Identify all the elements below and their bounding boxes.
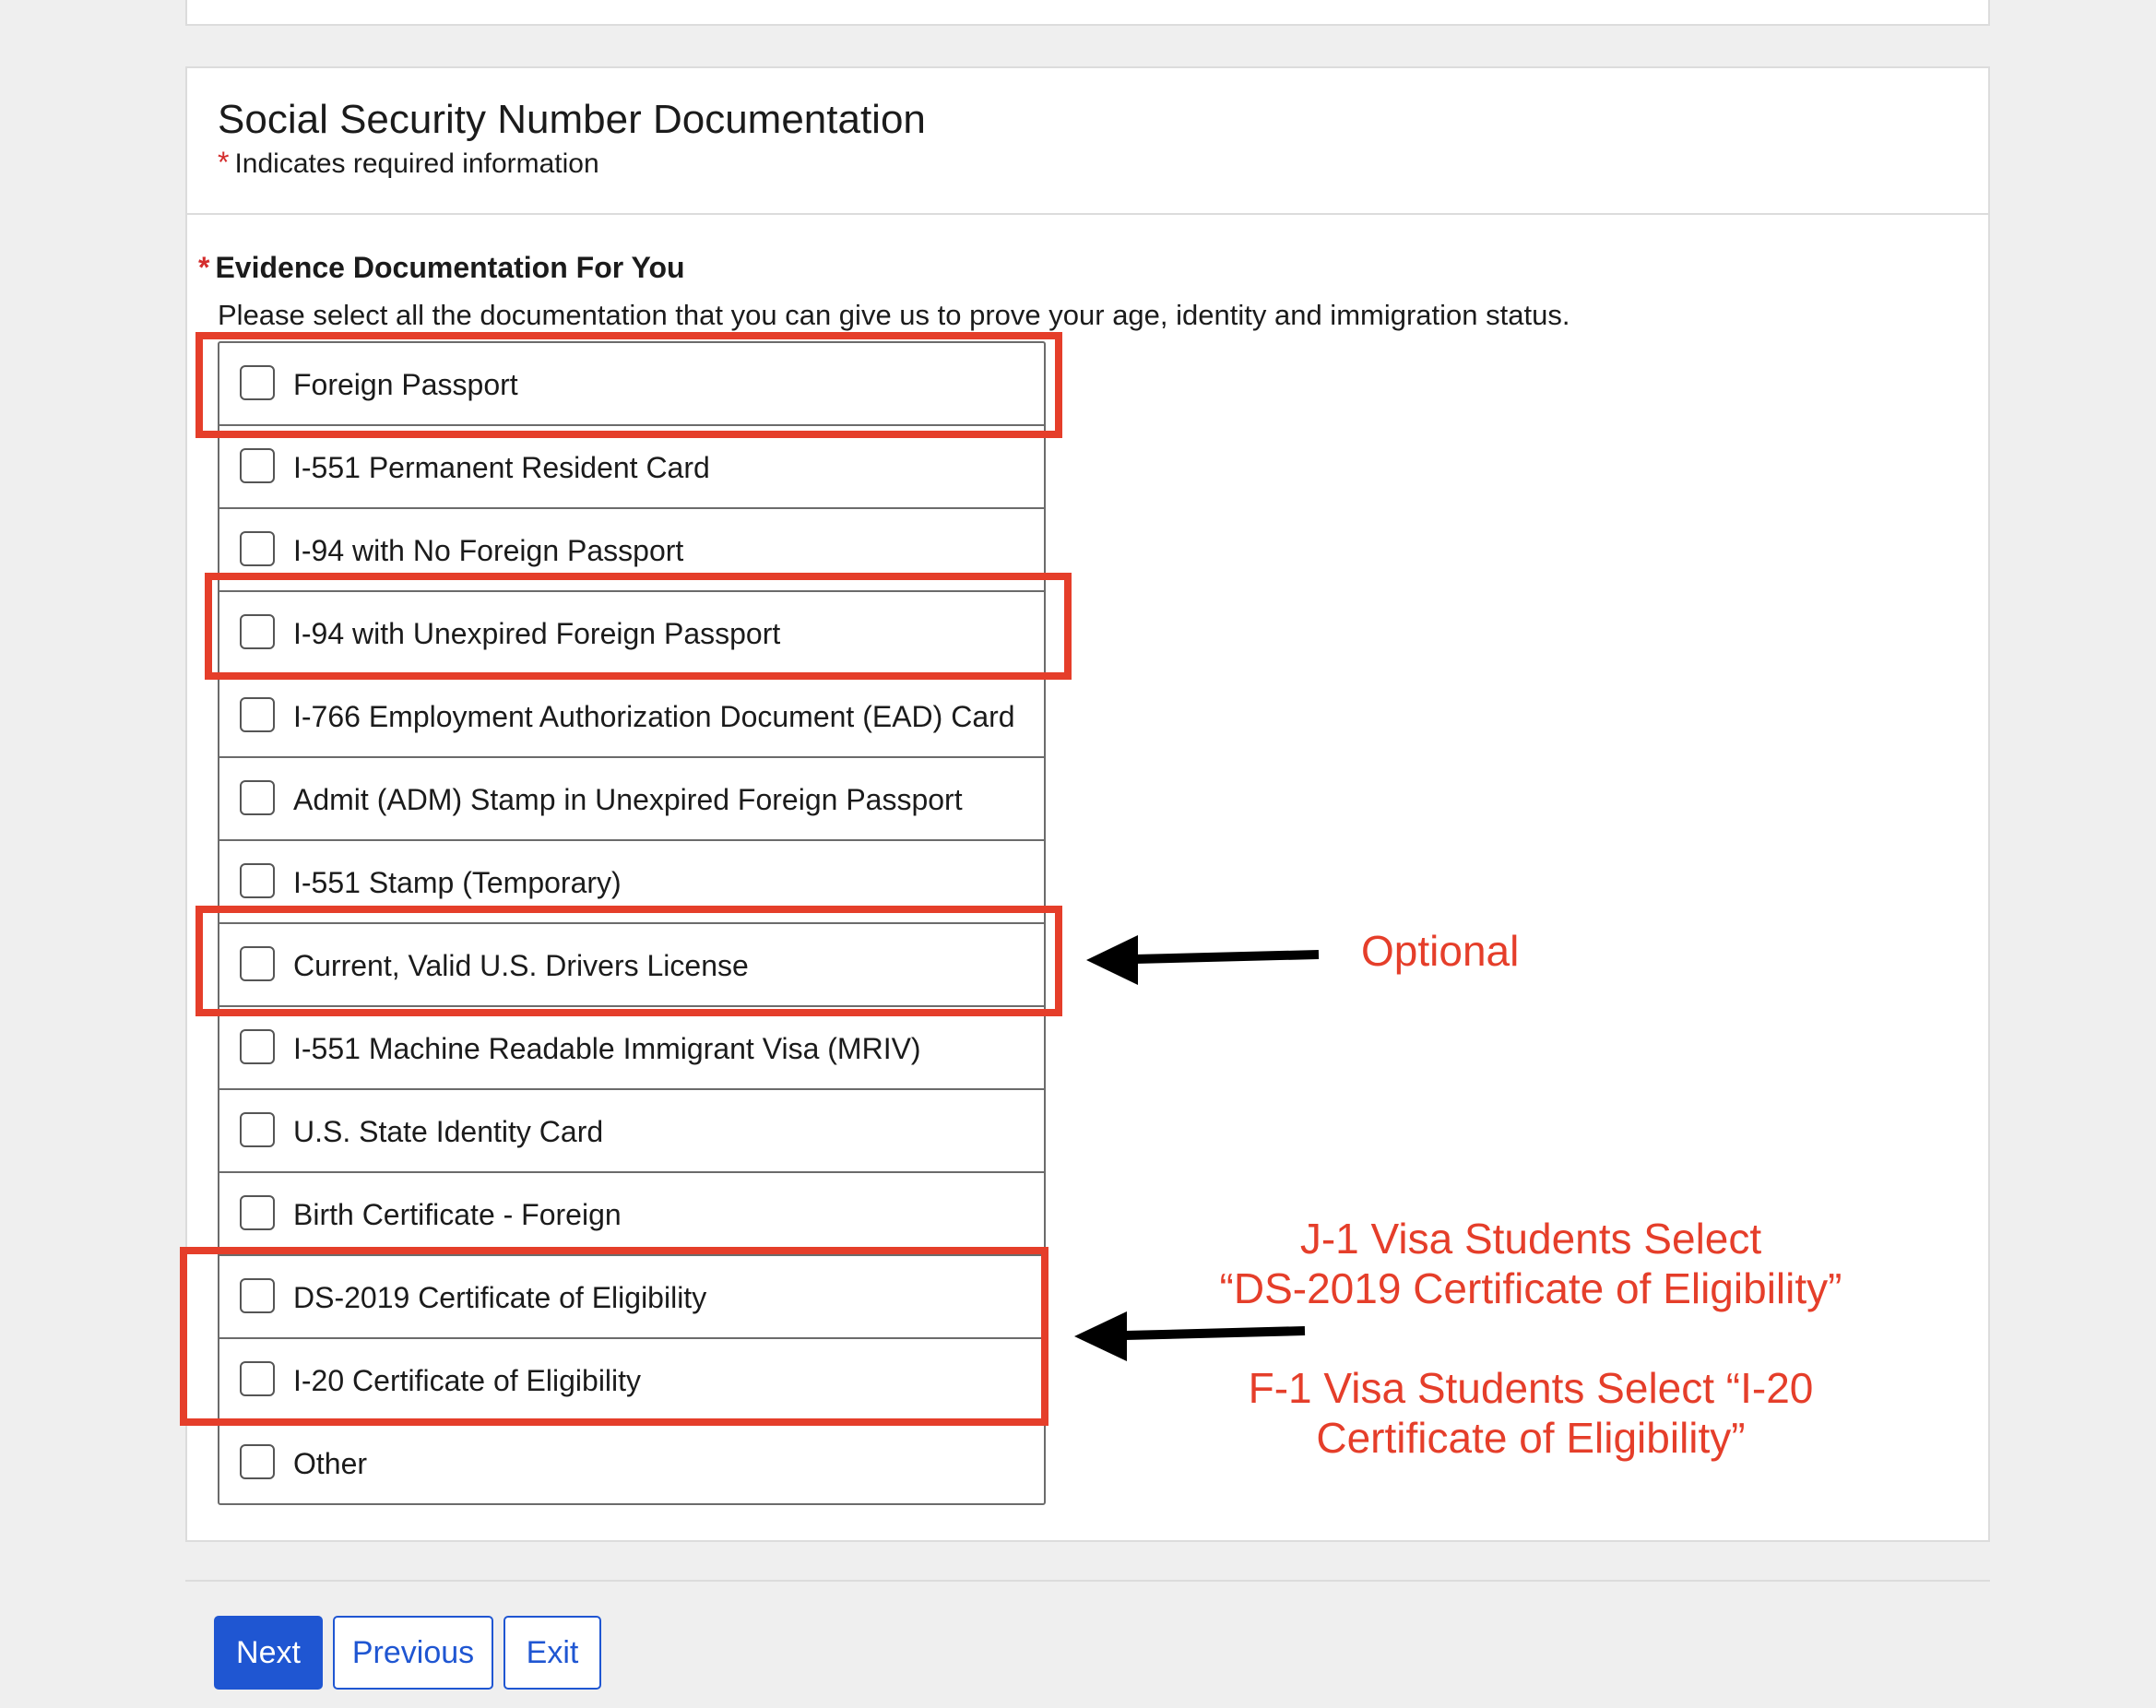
checkbox[interactable] <box>240 1278 275 1313</box>
checkbox[interactable] <box>240 531 275 566</box>
card-header <box>187 68 1988 215</box>
annotation-optional: Optional <box>1361 927 1520 975</box>
option-i94-no-foreign-passport[interactable] <box>219 509 1044 592</box>
annotation-f1-line2: Certificate of Eligibility” <box>1316 1414 1746 1463</box>
annotation-j1-line2: “DS-2019 Certificate of Eligibility” <box>1219 1264 1842 1313</box>
option-i766-ead-card[interactable] <box>219 675 1044 758</box>
option-label: I-94 with Unexpired Foreign Passport <box>293 617 781 650</box>
annotation-j1-visa <box>1208 1214 1854 1314</box>
checkbox[interactable] <box>240 365 275 400</box>
option-label: Foreign Passport <box>293 368 518 401</box>
option-birth-certificate-foreign[interactable] <box>219 1173 1044 1256</box>
option-label: U.S. State Identity Card <box>293 1115 604 1148</box>
option-foreign-passport[interactable] <box>219 343 1044 426</box>
option-us-state-identity-card[interactable] <box>219 1090 1044 1173</box>
checkbox[interactable] <box>240 863 275 898</box>
checkbox[interactable] <box>240 780 275 815</box>
option-us-drivers-license[interactable] <box>219 924 1044 1007</box>
required-info-text: Indicates required information <box>234 148 599 179</box>
evidence-instructions: Please select all the documentation that you can give us to prove your age, identity and immigration status. <box>218 299 1570 331</box>
checkbox[interactable] <box>240 614 275 649</box>
option-label: I-766 Employment Authorization Document (EAD) Card <box>293 700 1015 733</box>
checkbox[interactable] <box>240 946 275 981</box>
exit-button[interactable]: Exit <box>503 1616 601 1690</box>
checkbox[interactable] <box>240 697 275 732</box>
option-label: Admit (ADM) Stamp in Unexpired Foreign Passport <box>293 783 963 816</box>
evidence-field-label-text: Evidence Documentation For You <box>215 251 685 284</box>
option-label: Current, Valid U.S. Drivers License <box>293 949 749 982</box>
annotation-f1-line1: F-1 Visa Students Select “I-20 <box>1248 1364 1814 1412</box>
option-label: I-551 Machine Readable Immigrant Visa (MRIV) <box>293 1032 921 1065</box>
option-adm-stamp[interactable] <box>219 758 1044 841</box>
checkbox[interactable] <box>240 1361 275 1396</box>
evidence-options-list <box>218 341 1046 1505</box>
option-i551-mriv[interactable] <box>219 1007 1044 1090</box>
previous-section-card <box>185 0 1990 26</box>
option-label: Birth Certificate - Foreign <box>293 1198 622 1231</box>
required-asterisk: * <box>198 251 210 284</box>
option-label: I-551 Stamp (Temporary) <box>293 866 622 899</box>
option-other[interactable] <box>219 1422 1044 1503</box>
option-i551-stamp-temporary[interactable] <box>219 841 1044 924</box>
checkbox[interactable] <box>240 1112 275 1147</box>
option-label: DS-2019 Certificate of Eligibility <box>293 1281 707 1314</box>
option-label: I-94 with No Foreign Passport <box>293 534 684 567</box>
required-info-note <box>218 144 599 183</box>
option-label: I-20 Certificate of Eligibility <box>293 1364 642 1397</box>
footer-divider <box>185 1580 1990 1582</box>
page-title: Social Security Number Documentation <box>218 97 926 142</box>
next-button[interactable]: Next <box>214 1616 323 1690</box>
option-label: Other <box>293 1447 368 1480</box>
option-i20-certificate[interactable] <box>219 1339 1044 1422</box>
option-label: I-551 Permanent Resident Card <box>293 451 710 484</box>
annotation-j1-line1: J-1 Visa Students Select <box>1299 1215 1762 1263</box>
checkbox[interactable] <box>240 1444 275 1479</box>
checkbox[interactable] <box>240 448 275 483</box>
checkbox[interactable] <box>240 1195 275 1230</box>
previous-button[interactable]: Previous <box>333 1616 493 1690</box>
option-i551-permanent-resident-card[interactable] <box>219 426 1044 509</box>
checkbox[interactable] <box>240 1029 275 1064</box>
option-i94-unexpired-foreign-passport[interactable] <box>219 592 1044 675</box>
ssn-documentation-card <box>185 66 1990 1542</box>
annotation-f1-visa <box>1208 1363 1854 1464</box>
option-ds2019-certificate[interactable] <box>219 1256 1044 1339</box>
required-asterisk: * <box>218 146 230 179</box>
evidence-field-label <box>198 249 685 288</box>
